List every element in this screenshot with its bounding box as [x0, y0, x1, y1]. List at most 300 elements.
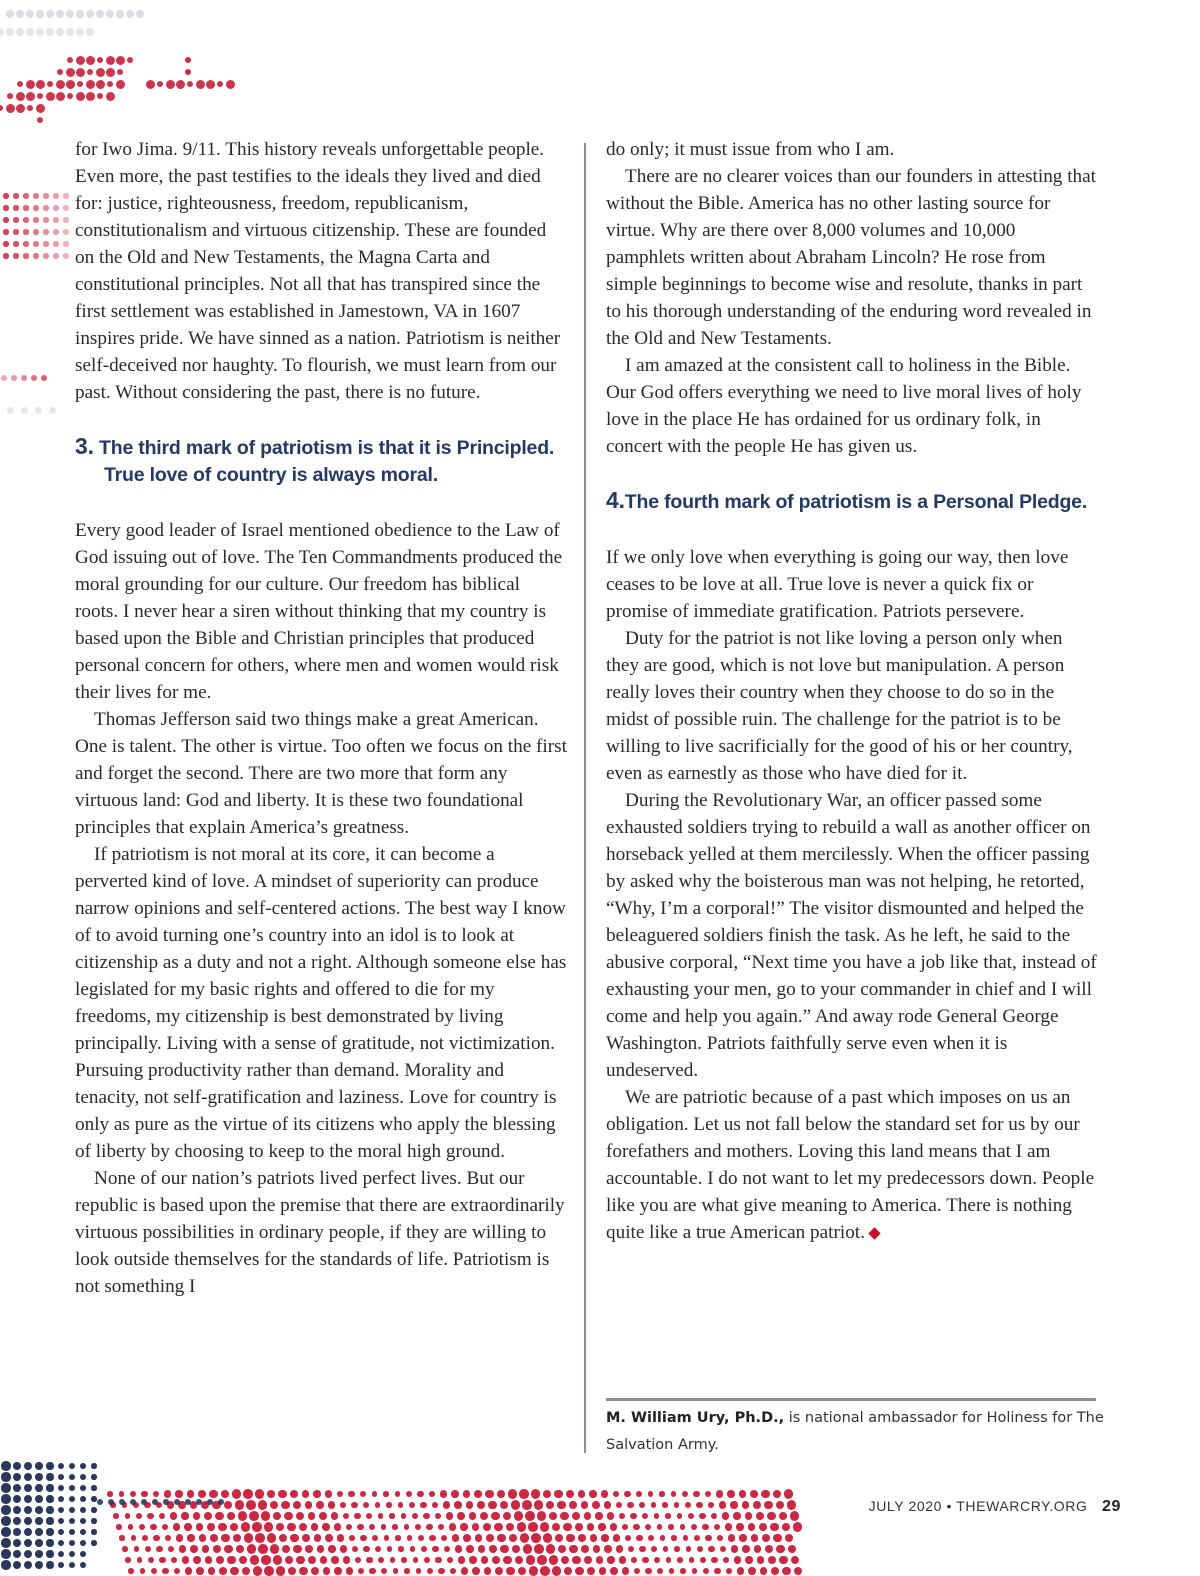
- decorative-dot: [418, 1535, 424, 1541]
- decorative-dot: [639, 1502, 645, 1508]
- decorative-dot: [205, 1556, 213, 1564]
- decorative-dot: [69, 1485, 75, 1491]
- decorative-dot: [113, 1513, 118, 1518]
- decorative-dot: [63, 217, 68, 222]
- decorative-dot: [27, 105, 33, 111]
- decorative-dot: [531, 1533, 541, 1543]
- decorative-dot: [508, 1489, 517, 1498]
- decorative-dot: [316, 1501, 323, 1508]
- decorative-dot: [648, 1535, 654, 1541]
- decorative-dot: [593, 1545, 601, 1553]
- decorative-dot: [492, 1556, 500, 1564]
- decorative-dot: [91, 1496, 96, 1501]
- decorative-dot: [630, 1513, 636, 1519]
- decorative-dot: [457, 1512, 464, 1519]
- decorative-dot: [69, 1496, 75, 1502]
- decorative-dot: [3, 217, 8, 222]
- decorative-dot: [284, 1512, 293, 1521]
- decorative-dot: [736, 1523, 743, 1530]
- decorative-dot: [13, 1539, 22, 1548]
- decorative-dot: [69, 1529, 75, 1535]
- decorative-dot: [36, 10, 44, 18]
- decorative-dot: [671, 1491, 677, 1497]
- decorative-dot: [387, 1546, 393, 1552]
- decorative-dot: [230, 1567, 239, 1576]
- decorative-dot: [125, 1557, 130, 1562]
- decorative-dot: [685, 1502, 691, 1508]
- decorative-dot: [554, 1490, 563, 1499]
- decorative-dot: [58, 1518, 65, 1525]
- decorative-dot: [53, 193, 58, 198]
- decorative-dot: [56, 10, 64, 18]
- decorative-dot: [711, 1557, 717, 1563]
- decorative-dot: [239, 1556, 248, 1565]
- decorative-dot: [80, 1474, 86, 1480]
- decorative-dot: [255, 1533, 265, 1543]
- decorative-dot: [604, 1501, 611, 1508]
- decorative-dot: [24, 1550, 32, 1558]
- decorative-dot: [106, 92, 115, 101]
- decorative-dot: [788, 1545, 797, 1554]
- decorative-dot: [3, 241, 8, 246]
- decorative-dot: [145, 1546, 151, 1552]
- decorative-dot: [472, 1523, 480, 1531]
- decorative-dot: [166, 80, 175, 89]
- paragraph: Every good leader of Israel mentioned obedience to the Law of God issuing out of love. The Ten Commandments produced the moral grounding for our culture. Our freedom has biblical roots. I never hear a siren without thinking that my country is based upon the Bible and Christian principles that produced personal concern for others, where men and women would risk their lives for me.: [75, 520, 563, 703]
- decorative-dot: [136, 1513, 142, 1519]
- decorative-dot: [328, 1501, 335, 1508]
- decorative-dot: [596, 1556, 604, 1564]
- decorative-dot: [494, 1523, 503, 1532]
- decorative-dot: [181, 1512, 188, 1519]
- decorative-dot: [264, 1566, 274, 1576]
- decorative-dot: [58, 1562, 65, 1569]
- decorative-dot: [657, 1568, 663, 1574]
- decorative-dot: [170, 1512, 177, 1519]
- decorative-dot: [293, 1545, 302, 1554]
- decorative-dot: [328, 1545, 335, 1552]
- decorative-dot: [202, 1545, 210, 1553]
- decorative-dot: [421, 1546, 427, 1552]
- decorative-dot: [469, 1556, 476, 1563]
- decorative-dot: [24, 1528, 32, 1536]
- decorative-dot: [441, 1535, 448, 1542]
- decorative-dot: [287, 1523, 296, 1532]
- decorative-dot: [58, 1485, 65, 1492]
- decorative-dot: [722, 1512, 729, 1519]
- decorative-dot: [776, 1545, 785, 1554]
- paragraph: There are no clearer voices than our founders in attesting that without the Bible. America has no other lasting source for virtue. Why are there over 8,000 volumes and 10,000 pamphlets written about Abraham Lincoln? He rose from simple beginnings to become wise and resolute, thanks in part to his thorough understanding of the enduring word revealed in the Old and New Testaments.: [606, 166, 1096, 349]
- decorative-dot: [488, 1501, 497, 1510]
- decorative-dot: [127, 57, 133, 63]
- decorative-dot: [613, 1491, 620, 1498]
- decorative-dot: [91, 1529, 96, 1534]
- decorative-dot: [325, 1534, 332, 1541]
- decorative-dot: [415, 1524, 421, 1530]
- decorative-dot: [1, 1516, 10, 1525]
- decorative-dot: [595, 1512, 602, 1519]
- decorative-dot: [1, 1494, 10, 1503]
- decorative-dot: [514, 1511, 523, 1520]
- decorative-dot: [627, 1502, 633, 1508]
- decorative-dot: [217, 81, 223, 87]
- decorative-dot: [633, 1524, 639, 1530]
- decorative-dot: [360, 1535, 366, 1541]
- decorative-dot: [705, 1535, 711, 1541]
- decorative-dot: [117, 69, 123, 75]
- decorative-dot: [427, 1568, 433, 1574]
- decorative-dot: [190, 1545, 197, 1552]
- decorative-dot: [424, 1557, 430, 1563]
- decorative-dot: [407, 1535, 413, 1541]
- decorative-dot: [616, 1545, 623, 1552]
- decorative-dot: [739, 1534, 746, 1541]
- decorative-dot: [708, 1546, 714, 1552]
- decorative-dot: [639, 1546, 645, 1552]
- decorative-dot: [35, 1495, 43, 1503]
- decorative-dot: [662, 1502, 667, 1507]
- decorative-dot: [386, 1502, 391, 1507]
- decorative-dot: [273, 1512, 282, 1521]
- decorative-dot: [221, 1490, 230, 1499]
- decorative-dot: [176, 1534, 183, 1541]
- decorative-dot: [58, 1529, 65, 1536]
- decorative-dot: [21, 407, 28, 414]
- decorative-dot: [693, 1491, 699, 1497]
- decorative-dot: [416, 1568, 422, 1574]
- decorative-dot: [247, 1544, 256, 1553]
- decorative-dot: [770, 1523, 779, 1532]
- decorative-dot: [193, 1512, 201, 1520]
- decorative-dot: [432, 1546, 438, 1552]
- decorative-dot: [404, 1568, 409, 1573]
- decorative-dot: [63, 229, 68, 234]
- decorative-dot: [742, 1545, 749, 1552]
- decorative-dot: [622, 1567, 629, 1574]
- decorative-dot: [13, 1528, 22, 1537]
- decorative-dot: [80, 1485, 86, 1491]
- decorative-dot: [187, 1534, 194, 1541]
- decorative-dot: [451, 1490, 458, 1497]
- decorative-dot: [1, 1560, 10, 1569]
- decorative-dot: [193, 1556, 200, 1563]
- decorative-dot: [460, 1523, 467, 1530]
- decorative-dot: [366, 1557, 372, 1563]
- decorative-dot: [7, 407, 14, 414]
- paragraph-final: [606, 1084, 1098, 1246]
- decorative-dot: [116, 1524, 121, 1529]
- decorative-dot: [429, 1535, 435, 1541]
- decorative-dot: [794, 1567, 803, 1576]
- decorative-dot: [663, 1546, 669, 1552]
- decorative-dot: [322, 1523, 329, 1530]
- decorative-dot: [700, 1557, 706, 1563]
- decorative-dot: [323, 1567, 331, 1575]
- decorative-dot: [435, 1557, 441, 1563]
- decorative-dot: [137, 1557, 143, 1563]
- decorative-dot: [686, 1546, 692, 1552]
- decorative-dot: [196, 80, 205, 89]
- decorative-dot: [455, 1545, 462, 1552]
- decorative-dot: [705, 1491, 712, 1498]
- decorative-dot: [24, 1462, 32, 1470]
- decorative-dot: [423, 1513, 429, 1519]
- decorative-dot: [296, 1512, 304, 1520]
- heading-bold-text: patriotism is that it is Principled.: [260, 437, 555, 459]
- decorative-dot: [282, 1545, 291, 1554]
- decorative-dot: [91, 1518, 96, 1523]
- decorative-dot: [267, 1490, 276, 1499]
- decorative-dot: [381, 1524, 387, 1530]
- decorative-dot: [417, 1491, 423, 1497]
- heading-text: The fourth mark of patriotism is a: [624, 491, 928, 513]
- decorative-dot: [246, 1500, 256, 1510]
- decorative-dot: [285, 1556, 294, 1565]
- decorative-dot: [293, 1501, 301, 1509]
- decorative-dot: [187, 81, 193, 87]
- decorative-dot: [491, 1512, 500, 1521]
- decorative-dot: [24, 1539, 32, 1547]
- decorative-dot: [128, 1524, 134, 1530]
- decorative-dot: [787, 1500, 796, 1509]
- decorative-dot: [767, 1512, 776, 1521]
- decorative-dot: [726, 1568, 733, 1575]
- decorative-dot: [393, 1568, 399, 1574]
- decorative-dot: [58, 1551, 65, 1558]
- decorative-dot: [226, 80, 235, 89]
- decorative-dot: [97, 1499, 103, 1505]
- decorative-dot: [69, 1463, 75, 1469]
- author-bio: is national ambassador for Holiness for The Salvation Army.: [606, 1410, 1104, 1453]
- decorative-dot: [227, 1512, 236, 1521]
- decorative-dot: [745, 1556, 752, 1563]
- decorative-dot: [290, 1490, 298, 1498]
- decorative-dot: [35, 1539, 43, 1547]
- decorative-dot: [564, 1567, 573, 1576]
- decorative-dot: [714, 1524, 721, 1531]
- decorative-dot: [185, 69, 191, 75]
- decorative-dot: [773, 1490, 782, 1499]
- decorative-dot: [503, 1512, 512, 1521]
- decorative-dot: [688, 1513, 694, 1519]
- decorative-dot: [7, 93, 13, 99]
- decorative-dot: [604, 1545, 611, 1552]
- author-byline: [606, 1405, 1106, 1459]
- decorative-dot: [43, 217, 48, 222]
- decorative-dot: [11, 375, 17, 381]
- decorative-dot: [33, 241, 38, 246]
- decorative-dot: [13, 217, 18, 222]
- decorative-dot: [325, 1490, 332, 1497]
- decorative-dot: [381, 1568, 387, 1574]
- decorative-dot: [665, 1513, 670, 1518]
- decorative-dot: [3, 193, 8, 198]
- decorative-dot: [238, 1511, 247, 1520]
- decorative-dot: [131, 1535, 137, 1541]
- decorative-dot: [35, 1473, 43, 1481]
- footer-site: THEWARCRY.ORG: [956, 1498, 1088, 1514]
- decorative-dot: [531, 1489, 540, 1498]
- decorative-dot: [750, 1490, 758, 1498]
- decorative-dot: [578, 1490, 586, 1498]
- decorative-dot: [651, 1502, 657, 1508]
- decorative-dot: [63, 253, 68, 258]
- decorative-dot: [16, 28, 24, 36]
- decorative-dot: [311, 1523, 319, 1531]
- decorative-dot: [563, 1523, 572, 1532]
- decorative-dot: [23, 253, 28, 258]
- decorative-dot: [66, 28, 74, 36]
- decorative-dot: [517, 1522, 526, 1531]
- decorative-dot: [35, 1484, 43, 1492]
- decorative-dot: [486, 1534, 494, 1542]
- decorative-dot: [6, 10, 14, 18]
- decorative-dot: [354, 1513, 360, 1519]
- decorative-dot: [446, 1512, 453, 1519]
- heading-number: 3.: [75, 433, 94, 459]
- decorative-dot: [140, 1568, 146, 1574]
- decorative-dot: [683, 1535, 689, 1541]
- decorative-dot: [63, 241, 68, 246]
- decorative-dot: [6, 104, 15, 113]
- decorative-dot: [43, 241, 48, 246]
- decorative-dot: [147, 1513, 153, 1519]
- decorative-dot: [395, 1535, 400, 1540]
- decorative-dot: [96, 80, 105, 89]
- decorative-dot: [58, 1496, 65, 1503]
- decorative-dot: [689, 1557, 695, 1563]
- decorative-dot: [1, 1461, 10, 1470]
- decorative-dot: [489, 1545, 497, 1553]
- decorative-dot: [762, 1534, 770, 1542]
- decorative-dot: [252, 1522, 262, 1532]
- decorative-dot: [198, 1490, 206, 1498]
- decorative-dot: [731, 1545, 738, 1552]
- decorative-dot: [236, 1545, 245, 1554]
- decorative-dot: [466, 1501, 474, 1509]
- paragraph: do only; it must issue from who I am.: [606, 139, 895, 160]
- decorative-dot: [660, 1535, 666, 1541]
- decorative-dot: [46, 28, 54, 36]
- decorative-dot: [384, 1535, 390, 1541]
- decorative-dot: [53, 217, 58, 222]
- decorative-dot: [555, 1534, 564, 1543]
- decorative-dot: [703, 1568, 709, 1574]
- decorative-dot: [43, 229, 48, 234]
- decorative-dot: [717, 1535, 724, 1542]
- decorative-dot: [495, 1567, 503, 1575]
- decorative-dot: [16, 10, 24, 18]
- decorative-dot: [537, 1511, 546, 1520]
- decorative-dot: [560, 1512, 569, 1521]
- decorative-dot: [352, 1546, 359, 1553]
- decorative-dot: [523, 1544, 532, 1553]
- decorative-dot: [184, 1523, 191, 1530]
- decorative-dot: [413, 1557, 419, 1563]
- decorative-dot: [534, 1500, 543, 1509]
- decorative-dot: [299, 1523, 307, 1531]
- decorative-dot: [116, 56, 125, 65]
- decorative-dot: [56, 28, 64, 36]
- decorative-dot: [69, 1551, 75, 1557]
- decorative-dot: [176, 80, 185, 89]
- decorative-dot: [634, 1568, 641, 1575]
- decorative-dot: [153, 1491, 160, 1498]
- decorative-dot: [526, 1555, 535, 1564]
- decorative-dot: [119, 1491, 125, 1497]
- decorative-dot: [199, 1534, 207, 1542]
- decorative-dot: [395, 1491, 401, 1497]
- decorative-dot: [206, 80, 215, 89]
- decorative-dot: [438, 1568, 444, 1574]
- decorative-dot: [91, 1474, 96, 1479]
- decorative-dot: [671, 1535, 676, 1540]
- decorative-dot: [33, 193, 38, 198]
- decorative-dot: [694, 1535, 700, 1541]
- decorative-dot: [24, 1506, 32, 1514]
- decorative-dot: [116, 80, 125, 89]
- decorative-dot: [549, 1512, 558, 1521]
- decorative-dot: [525, 1511, 535, 1521]
- decorative-dot: [642, 1513, 648, 1519]
- decorative-dot: [748, 1567, 755, 1574]
- decorative-dot: [369, 1524, 375, 1530]
- decorative-dot: [80, 1551, 86, 1557]
- decorative-dot: [57, 69, 63, 75]
- decorative-dot: [584, 1512, 592, 1520]
- decorative-dot: [187, 1490, 195, 1498]
- decorative-dot: [46, 1550, 53, 1557]
- decorative-dot: [13, 1506, 22, 1515]
- decorative-dot: [592, 1501, 599, 1508]
- decorative-dot: [572, 1512, 580, 1520]
- decorative-dot: [116, 10, 124, 18]
- decorative-dot: [24, 1473, 32, 1481]
- decorative-dot: [624, 1491, 630, 1497]
- decorative-dot: [3, 229, 8, 234]
- decorative-dot: [500, 1545, 509, 1554]
- decorative-dot: [680, 1524, 686, 1530]
- decorative-dot: [185, 1567, 192, 1574]
- decorative-dot: [3, 205, 8, 210]
- decorative-dot: [401, 1557, 406, 1562]
- decorative-dot: [58, 1463, 65, 1470]
- decorative-dot: [224, 1545, 233, 1554]
- decorative-dot: [97, 57, 103, 63]
- decorative-dot: [305, 1545, 313, 1553]
- decorative-dot: [80, 1562, 86, 1568]
- decorative-dot: [636, 1491, 642, 1497]
- decorative-dot: [213, 1545, 221, 1553]
- decorative-dot: [290, 1534, 299, 1543]
- decorative-dot: [46, 1473, 53, 1480]
- decorative-dot: [375, 1546, 381, 1552]
- decorative-dot: [69, 1562, 75, 1568]
- decorative-dot: [575, 1523, 583, 1531]
- decorative-dot: [76, 28, 84, 36]
- decorative-dot: [35, 1561, 43, 1569]
- decorative-dot: [776, 1501, 785, 1510]
- footer-issue: JULY 2020: [868, 1498, 942, 1514]
- decorative-dot: [308, 1512, 316, 1520]
- decorative-dot: [648, 1491, 654, 1497]
- decorative-dot: [106, 68, 115, 77]
- decorative-dot: [35, 1528, 43, 1536]
- decorative-dot: [561, 1556, 570, 1565]
- decorative-dot: [66, 10, 74, 18]
- decorative-dot: [537, 1555, 547, 1565]
- decorative-dot: [219, 1567, 227, 1575]
